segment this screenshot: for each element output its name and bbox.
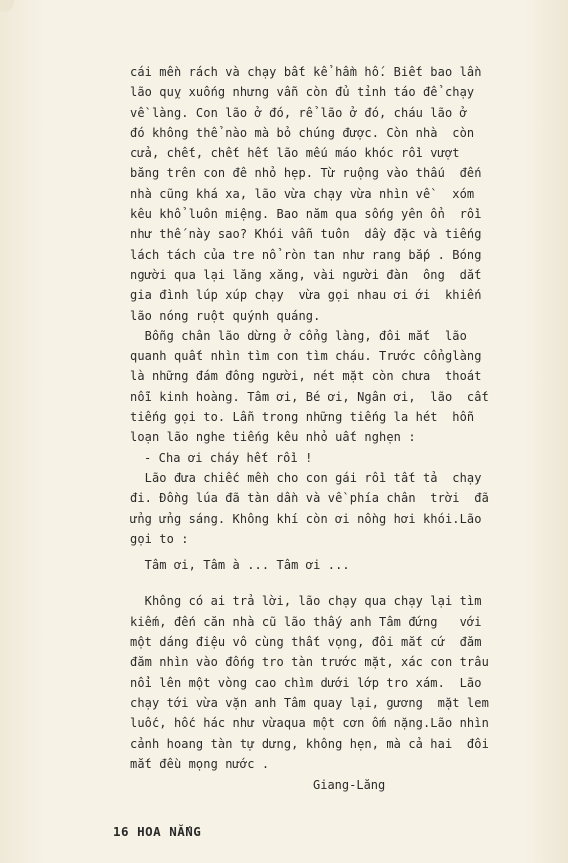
text-line: là những đám đông người, nét mặt còn chưa thoát	[130, 369, 482, 384]
text-line: băng trên con đê nhỏ hẹp. Từ ruộng vào thấu đến	[130, 166, 482, 181]
text-line: Tâm ơi, Tâm à ... Tâm ơi ...	[130, 558, 350, 573]
paragraph-1	[130, 62, 490, 326]
text-line: - Cha ơi cháy hết rồi !	[144, 450, 313, 465]
text-line: chạy tới vừa vặn anh Tâm quay lại, gương mặt lem	[130, 695, 489, 710]
call-line	[130, 555, 490, 575]
text-line: Không có ai trả lời, lão chạy qua chạy lại tìm	[130, 594, 482, 609]
story-body	[130, 62, 490, 774]
text-line: kiếm, đến căn nhà cũ lão thấy anh Tâm đứng với	[130, 614, 482, 629]
text-line: loạn lão nghe tiếng kêu nhỏ uất nghẹn :	[130, 430, 416, 445]
author-signature: Giang-Lăng	[313, 778, 386, 792]
paragraph-2	[130, 326, 490, 448]
text-line: lách tách của tre nổ ròn tan như rang bắp . Bóng	[130, 247, 482, 262]
text-line: như thế này sao? Khói vẫn tuôn dầy đặc và tiếng	[130, 227, 482, 242]
text-line: gia đình lúp xúp chạy vừa gọi nhau ơi ới khiến	[130, 288, 482, 303]
text-line: về làng. Con lão ở đó, rể lão ở đó, cháu lão ở	[130, 105, 467, 120]
page-number: 16	[113, 824, 130, 839]
text-line: tiếng gọi to. Lẫn trong những tiếng la hét hỗn	[130, 410, 475, 425]
text-line: lão quỵ xuống nhưng vẫn còn đủ tỉnh táo để chạy	[130, 85, 475, 100]
text-line: mắt đều mọng nước .	[130, 756, 270, 771]
paragraph-3	[130, 468, 490, 549]
text-line: nhà cũng khá xa, lão vừa chạy vừa nhìn về xóm	[130, 186, 475, 201]
text-line: lão nóng ruột quýnh quáng.	[130, 308, 321, 323]
text-line: ửng ửng sáng. Không khí còn ơi nồng hơi khói.Lão	[130, 511, 482, 526]
text-line: cảnh hoang tàn tự dưng, không hẹn, mà cả hai đôi	[130, 736, 489, 751]
text-line: một dáng điệu vô cùng thất vọng, đôi mắt cứ đăm	[130, 635, 482, 650]
dialogue-line	[130, 448, 490, 468]
text-line: kêu khổ luôn miệng. Bao năm qua sống yên ổn rồi	[130, 207, 482, 222]
text-line: đi. Đồng lúa đã tàn dần và về phía chân trời đã	[130, 491, 489, 506]
text-line: đăm nhìn vào đống tro tàn trước mặt, xác con trâu	[130, 655, 489, 670]
binding-mark	[0, 0, 14, 12]
text-line: người qua lại lăng xăng, vài người đàn ông dắt	[130, 267, 482, 282]
page-footer	[113, 824, 201, 839]
text-line: cái mền rách và chạy bất kể hầm hố. Biết bao lần	[130, 65, 482, 79]
text-line: nổi lên một vòng cao chìm dưới lớp tro xám. Lão	[130, 675, 482, 690]
magazine-title: HOA NẮNG	[137, 824, 202, 839]
text-line: Lão đưa chiếc mền cho con gái rồi tất tả chạy	[130, 470, 482, 485]
text-line: đó không thể nào mà bỏ chúng được. Còn nhà còn	[130, 125, 475, 140]
text-line: Bỗng chân lão dừng ở cổng làng, đôi mắt lão	[130, 328, 467, 343]
text-line: luốc, hốc hác như vừaqua một cơn ốm nặng.Lão nhìn	[130, 716, 489, 731]
text-line: quanh quất nhìn tìm con tìm cháu. Trước cổnglàng	[130, 349, 482, 364]
text-line: gọi to :	[130, 531, 189, 546]
paragraph-4	[130, 591, 490, 774]
text-line: nỗi kinh hoàng. Tâm ơi, Bé ơi, Ngân ơi, lão cất	[130, 389, 489, 404]
text-line: cửa, chết, chết hết lão mếu máo khóc rồi vượt	[130, 146, 460, 161]
section-gap	[130, 575, 490, 591]
